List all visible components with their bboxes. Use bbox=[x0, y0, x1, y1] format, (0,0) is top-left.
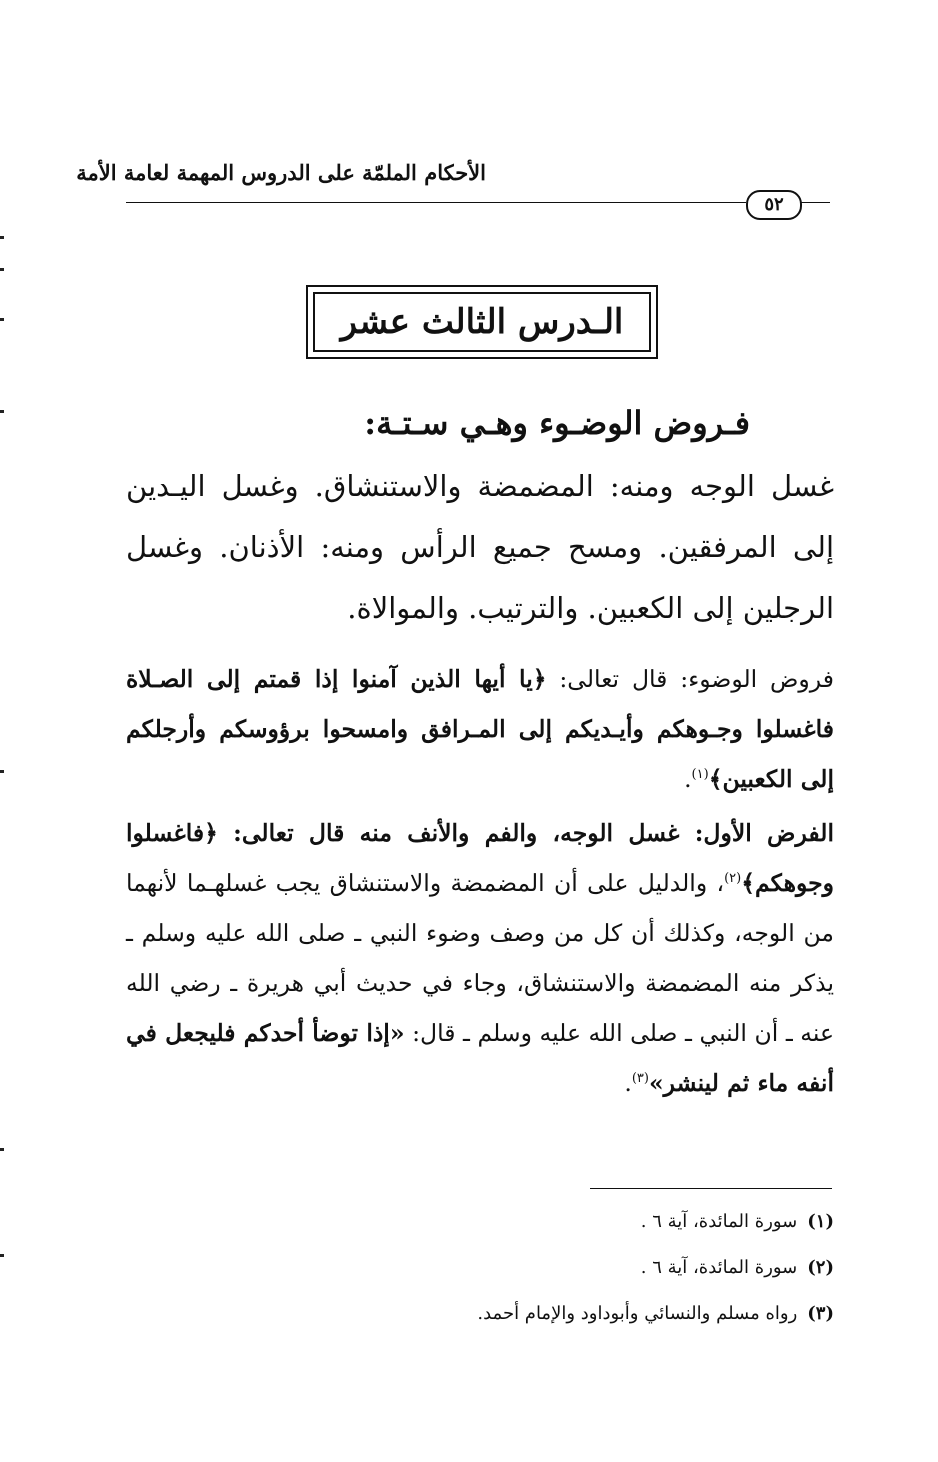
lesson-title-box bbox=[306, 285, 658, 359]
footnotes bbox=[126, 1199, 834, 1337]
section-heading: فـروض الوضـوء وهـي سـتـة: bbox=[364, 404, 750, 442]
scan-speck bbox=[0, 1148, 4, 1151]
page-number: ٥٢ bbox=[746, 190, 802, 220]
footnote-item bbox=[126, 1291, 834, 1337]
footnote-ref-3: (٣) bbox=[631, 1071, 649, 1087]
footnote-rule bbox=[590, 1188, 832, 1189]
paragraph-end: . bbox=[624, 1069, 632, 1097]
footnote-text: سورة المائدة، آية ٦ . bbox=[640, 1257, 798, 1278]
paragraph-first-obligation bbox=[126, 808, 834, 1108]
scan-speck bbox=[0, 268, 4, 271]
scan-speck bbox=[0, 236, 4, 239]
verse-end: . bbox=[684, 765, 692, 793]
hadith-quote: «إذا توضأ أحدكم فليجعل في أنفه ماء ثم لينشر» bbox=[126, 1019, 834, 1097]
footnote-number: (١) bbox=[807, 1211, 834, 1232]
footnote-number: (٣) bbox=[807, 1303, 834, 1324]
footnote-ref-1: (١) bbox=[691, 767, 709, 783]
scan-speck bbox=[0, 770, 4, 773]
lesson-title-inner-frame bbox=[313, 292, 651, 352]
footnote-item bbox=[126, 1199, 834, 1245]
footnote-number: (٢) bbox=[807, 1257, 834, 1278]
footnote-text: سورة المائدة، آية ٦ . bbox=[640, 1211, 798, 1232]
lesson-title: الـدرس الثالث عشر bbox=[340, 302, 624, 342]
paragraph-quran-verse bbox=[126, 654, 834, 804]
main-text: غسل الوجه ومنه: المضمضة والاستنشاق. وغسل اليـدين إلى المرفقين. ومسح جميع الرأس ومنه: الأذنان. وغسل الرجلين إلى الكعبين. والترتيب. والموالاة. bbox=[126, 469, 834, 625]
footnote-item bbox=[126, 1245, 834, 1291]
first-obligation-text: ، والدليل على أن المضمضة والاستنشاق يجب غسلهـما لأنهما من الوجه، وكذلك أن كل من وصف وضوء النبي ـ صلى الله عليه وسلم ـ يذكر منه المضمضة والاستنشاق، وجاء في حديث أبي هريرة ـ رضي الله عنه ـ أن النبي ـ صلى الله عليه وسلم ـ قال: bbox=[126, 869, 834, 1047]
footnote-text: رواه مسلم والنسائي وأبوداود والإمام أحمد. bbox=[477, 1303, 798, 1324]
scan-speck bbox=[0, 410, 4, 413]
first-obligation-quote: ﴿فاغسلوا وجوهكم﴾ bbox=[126, 819, 834, 897]
header-rule bbox=[126, 202, 746, 203]
running-header-title: الأحكام الملمّة على الدروس المهمة لعامة الأمة bbox=[76, 160, 486, 185]
first-obligation-heading: الفرض الأول: غسل الوجه، والفم والأنف منه قال تعالى: bbox=[217, 819, 834, 847]
scan-speck bbox=[0, 318, 4, 321]
footnote-ref-2: (٢) bbox=[724, 871, 742, 887]
page-number-dash bbox=[800, 202, 830, 203]
verse-intro: فروض الوضوء: قال تعالى: bbox=[546, 665, 834, 693]
scan-speck bbox=[0, 1254, 4, 1257]
verse-quote: ﴿يا أيها الذين آمنوا إذا قمتم إلى الصـلاة فاغسلوا وجـوهكم وأيـديكم إلى المـرافق وامسحوا برؤوسكم وأرجلكم إلى الكعبين﴾ bbox=[126, 665, 834, 793]
